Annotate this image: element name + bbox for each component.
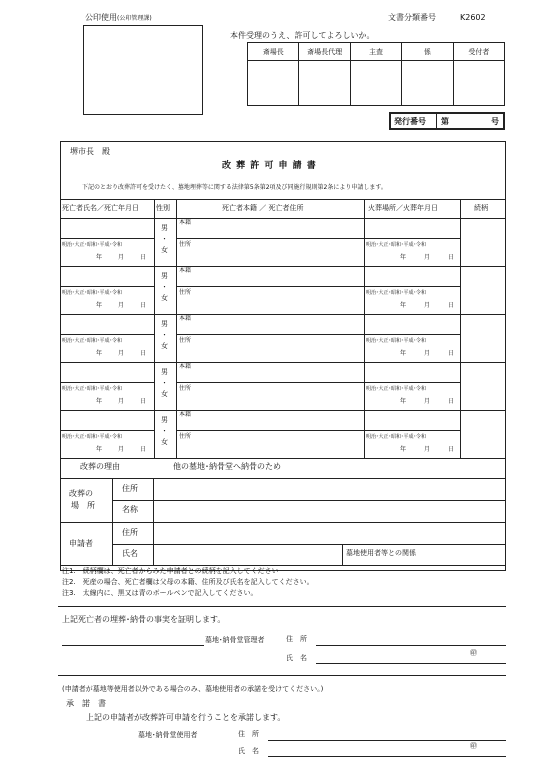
cremation-month-label: 月 — [424, 302, 431, 309]
cremation-day-label: 日 — [448, 398, 455, 405]
cremation-year-label: 年 — [400, 398, 407, 405]
applicant-address-label: 住所 — [122, 528, 138, 537]
addressee: 堺市長 殿 — [70, 147, 110, 156]
reason-value: 他の墓地･納骨堂へ納骨のため — [173, 462, 281, 471]
address-label: 住所 — [179, 433, 192, 440]
sex-female: 女 — [161, 390, 168, 398]
note-1: 注1. 続柄欄は、死亡者からみた申請者との続柄を記入してください — [62, 567, 279, 575]
death-month-label: 月 — [118, 254, 125, 261]
domicile-label: 本籍 — [179, 363, 192, 370]
sex-male: 男 — [161, 416, 168, 424]
domicile-label: 本籍 — [179, 267, 192, 274]
sex-male: 男 — [161, 224, 168, 232]
death-year-label: 年 — [96, 302, 103, 309]
reason-label: 改葬の理由 — [80, 462, 120, 471]
cremation-day-label: 日 — [448, 302, 455, 309]
issue-no-box: 発行番号 第 号 — [389, 112, 505, 130]
death-era-text: 明治･大正･昭和･平成･令和 — [62, 386, 123, 392]
col-header-domicile: 死亡者本籍 ／ 死亡者住所 — [222, 204, 304, 212]
cremation-day-label: 日 — [448, 254, 455, 261]
death-year-label: 年 — [96, 350, 103, 357]
sex-dot: ・ — [161, 379, 168, 387]
cremation-month-label: 月 — [424, 350, 431, 357]
death-month-label: 月 — [118, 398, 125, 405]
death-day-label: 日 — [140, 254, 147, 261]
approval-col: 斎場長代理 — [299, 43, 350, 105]
note-2: 注2. 死産の場合、死亡者欄は父母の本籍、住所及び氏名を記入してください。 — [62, 578, 314, 586]
cremation-month-label: 月 — [424, 398, 431, 405]
death-year-label: 年 — [96, 446, 103, 453]
sex-male: 男 — [161, 320, 168, 328]
cremation-era-text: 明治･大正･昭和･平成･令和 — [366, 386, 427, 392]
sex-dot: ・ — [161, 235, 168, 243]
approval-col: 受付者 — [454, 43, 504, 105]
death-month-label: 月 — [118, 446, 125, 453]
approval-col: 斎場長 — [248, 43, 299, 105]
death-day-label: 日 — [140, 446, 147, 453]
note-3: 注3. 太線内に、黒又は青のボールペンで記入してください。 — [62, 589, 258, 597]
cremation-year-label: 年 — [400, 446, 407, 453]
sex-dot: ・ — [161, 283, 168, 291]
manager-name-label: 氏 名 — [286, 654, 307, 662]
sex-dot: ・ — [161, 331, 168, 339]
applicant-label: 申請者 — [69, 539, 93, 548]
cremation-day-label: 日 — [448, 350, 455, 357]
cremation-month-label: 月 — [424, 254, 431, 261]
cremation-era-text: 明治･大正･昭和･平成･令和 — [366, 338, 427, 344]
approval-note: 本件受理のうえ、許可してよろしいか。 — [230, 31, 375, 40]
certification-text: 上記死亡者の埋葬･納骨の事実を証明します。 — [62, 615, 226, 624]
cremation-year-label: 年 — [400, 350, 407, 357]
relation-label: 墓地使用者等との関係 — [346, 549, 416, 557]
cremation-era-text: 明治･大正･昭和･平成･令和 — [366, 242, 427, 248]
sex-female: 女 — [161, 294, 168, 302]
sex-male: 男 — [161, 272, 168, 280]
place-name-label: 名称 — [122, 505, 138, 514]
death-day-label: 日 — [140, 302, 147, 309]
death-year-label: 年 — [96, 398, 103, 405]
form-intro: 下記のとおり改葬許可を受けたく、墓地埋葬等に関する法律第5条第2項及び同施行規則第2条により申請します。 — [82, 184, 387, 191]
sex-female: 女 — [161, 342, 168, 350]
col-header-cremation: 火葬場所／火葬年月日 — [368, 204, 438, 212]
death-era-text: 明治･大正･昭和･平成･令和 — [62, 434, 123, 440]
cremation-month-label: 月 — [424, 446, 431, 453]
consent-name-label: 氏 名 — [238, 747, 259, 755]
doc-class-label: 文書分類番号 — [388, 13, 436, 22]
death-day-label: 日 — [140, 398, 147, 405]
cremation-era-text: 明治･大正･昭和･平成･令和 — [366, 290, 427, 296]
address-label: 住所 — [179, 289, 192, 296]
seal-box — [83, 25, 203, 115]
applicant-name-label: 氏名 — [122, 549, 138, 558]
cremation-year-label: 年 — [400, 302, 407, 309]
manager-address-label: 住 所 — [286, 635, 307, 643]
consent-text: 上記の申請者が改葬許可申請を行うことを承諾します。 — [86, 713, 286, 722]
death-year-label: 年 — [96, 254, 103, 261]
sex-female: 女 — [161, 246, 168, 254]
death-month-label: 月 — [118, 350, 125, 357]
manager-seal-mark: ㊞ — [470, 649, 477, 657]
address-label: 住所 — [179, 241, 192, 248]
death-era-text: 明治･大正･昭和･平成･令和 — [62, 242, 123, 248]
place-address-label: 住所 — [122, 484, 138, 493]
address-label: 住所 — [179, 385, 192, 392]
place-label-1: 改葬の — [69, 489, 93, 498]
consent-title: 承 諾 書 — [66, 699, 106, 708]
death-era-text: 明治･大正･昭和･平成･令和 — [62, 338, 123, 344]
consent-address-label: 住 所 — [238, 730, 259, 738]
form-title: 改 葬 許 可 申 請 書 — [222, 161, 317, 171]
death-month-label: 月 — [118, 302, 125, 309]
approval-col: 係 — [402, 43, 453, 105]
col-header-relation: 続柄 — [474, 204, 488, 212]
consent-note: (申請者が墓地等使用者以外である場合のみ、墓地使用者の承諾を受けてください。) — [62, 685, 324, 693]
manager-label: 墓地･納骨堂管理者 — [205, 636, 265, 644]
consent-seal-mark: ㊞ — [470, 742, 477, 750]
approval-col: 主査 — [351, 43, 402, 105]
address-label: 住所 — [179, 337, 192, 344]
approval-table — [247, 42, 505, 106]
seal-label: 公印使用(公印管理課) — [85, 13, 152, 22]
doc-class-code: K2602 — [460, 13, 486, 22]
death-era-text: 明治･大正･昭和･平成･令和 — [62, 290, 123, 296]
cremation-era-text: 明治･大正･昭和･平成･令和 — [366, 434, 427, 440]
col-header-name: 死亡者氏名／死亡年月日 — [62, 204, 139, 212]
cremation-year-label: 年 — [400, 254, 407, 261]
domicile-label: 本籍 — [179, 315, 192, 322]
domicile-label: 本籍 — [179, 411, 192, 418]
death-day-label: 日 — [140, 350, 147, 357]
sex-male: 男 — [161, 368, 168, 376]
place-label-2: 場 所 — [71, 501, 95, 510]
sex-female: 女 — [161, 438, 168, 446]
domicile-label: 本籍 — [179, 219, 192, 226]
cremation-day-label: 日 — [448, 446, 455, 453]
col-header-sex: 性別 — [156, 204, 170, 212]
sex-dot: ・ — [161, 427, 168, 435]
consent-user-label: 墓地･納骨堂使用者 — [138, 731, 198, 739]
